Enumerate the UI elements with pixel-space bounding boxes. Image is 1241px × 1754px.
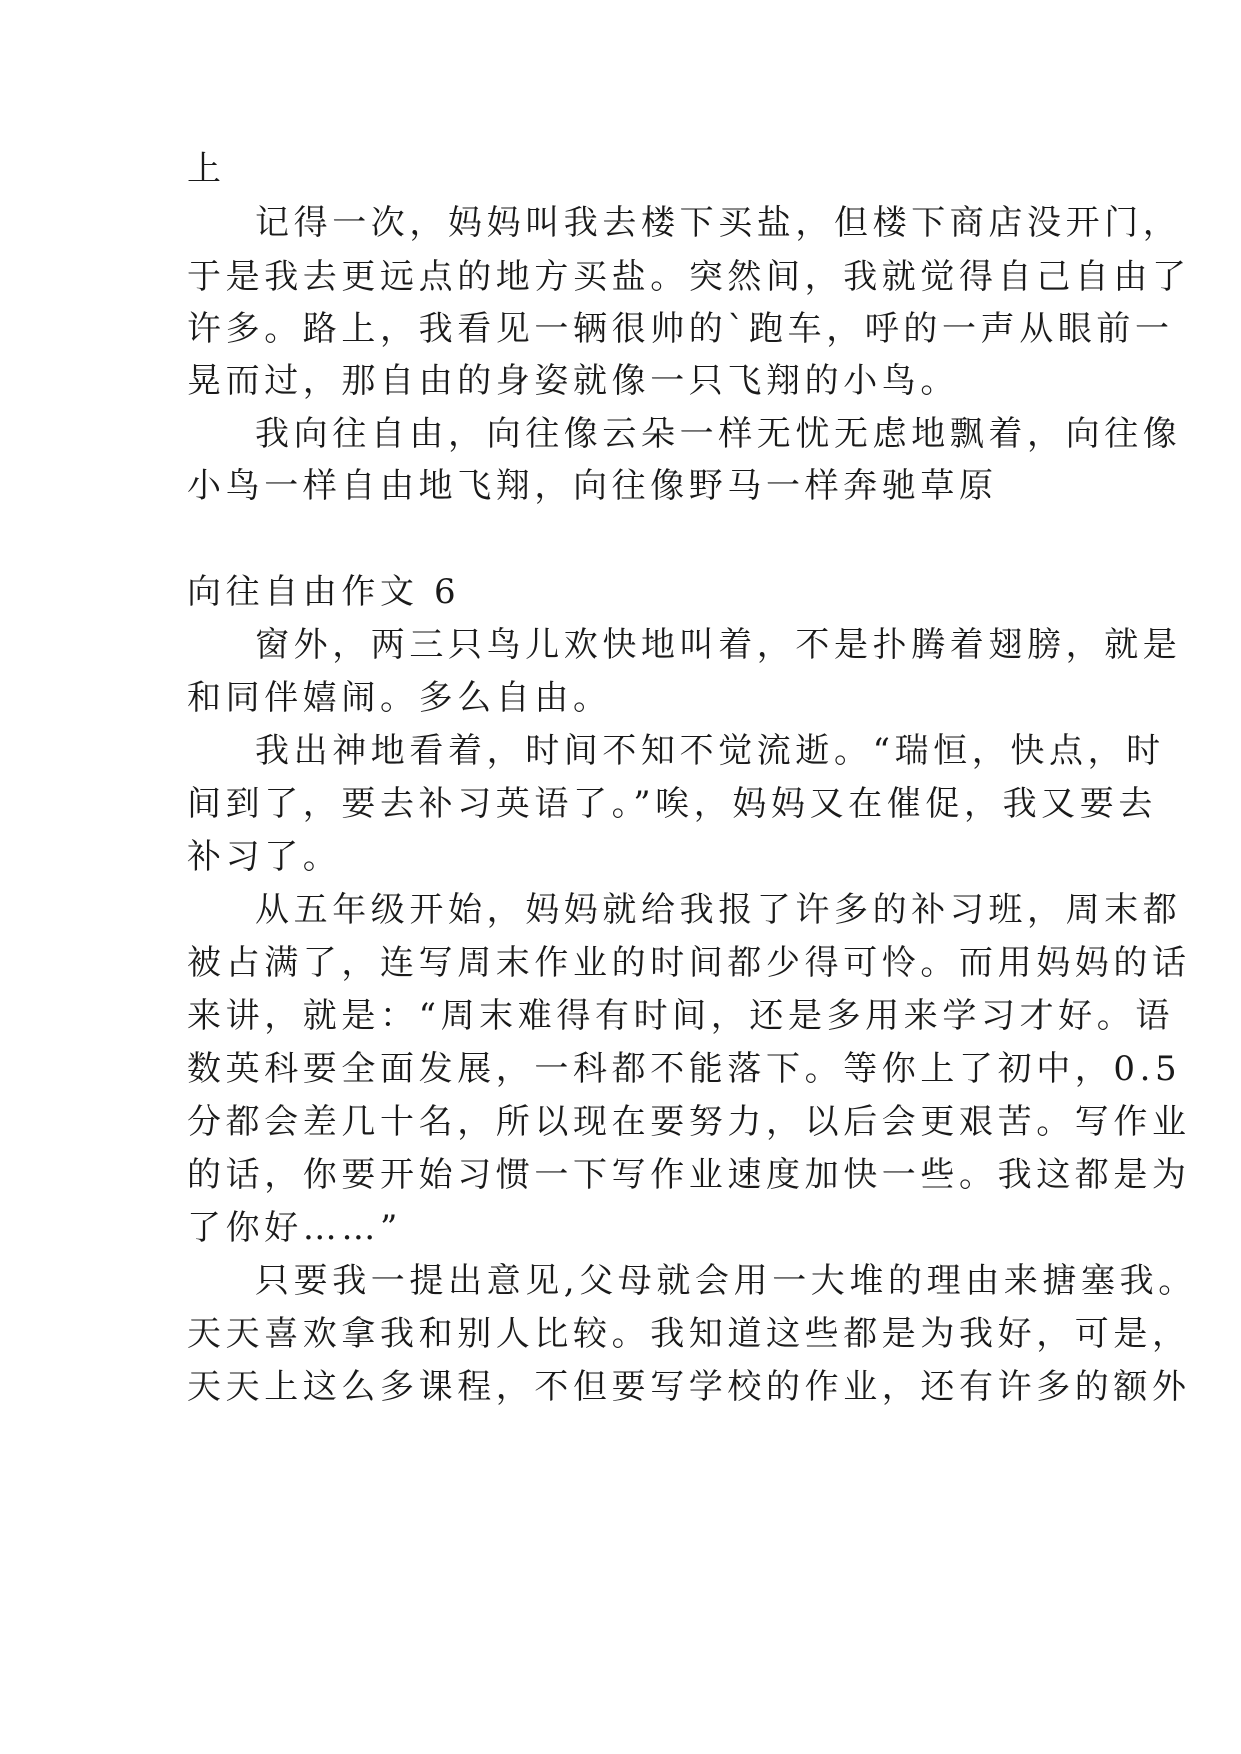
text-line: 了你好……” <box>187 1208 402 1248</box>
paragraph-first-line: 只要我一提出意见,父母就会用一大堆的理由来搪塞我。 <box>255 1261 1197 1301</box>
paragraph-first-line: 我向往自由，向往像云朵一样无忧无虑地飘着，向往像 <box>255 414 1182 454</box>
paragraph-first-line: 窗外，两三只鸟儿欢快地叫着，不是扑腾着翅膀，就是 <box>255 625 1182 665</box>
text-line: 来讲，就是：“周末难得有时间，还是多用来学习才好。语 <box>187 996 1174 1036</box>
text-line: 的话，你要开始习惯一下写作业速度加快一些。我这都是为 <box>187 1155 1191 1195</box>
text-line: 天天喜欢拿我和别人比较。我知道这些都是为我好，可是， <box>187 1314 1191 1354</box>
text-line: 晃而过，那自由的身姿就像一只飞翔的小鸟。 <box>187 361 959 401</box>
section-heading: 向往自由作文 6 <box>187 572 461 612</box>
text-line: 于是我去更远点的地方买盐。突然间，我就觉得自己自由了 <box>187 257 1191 297</box>
text-line: 上 <box>187 149 226 189</box>
text-line: 天天上这么多课程，不但要写学校的作业，还有许多的额外 <box>187 1367 1191 1407</box>
text-line: 间到了，要去补习英语了。”唉，妈妈又在催促，我又要去 <box>187 784 1157 824</box>
paragraph-first-line: 我出神地看着，时间不知不觉流逝。“瑞恒，快点，时 <box>255 731 1165 771</box>
text-line: 分都会差几十名，所以现在要努力，以后会更艰苦。写作业 <box>187 1102 1191 1142</box>
text-line: 和同伴嬉闹。多么自由。 <box>187 678 612 718</box>
text-line: 数英科要全面发展，一科都不能落下。等你上了初中，0.5 <box>187 1049 1182 1089</box>
paragraph-first-line: 从五年级开始，妈妈就给我报了许多的补习班，周末都 <box>255 890 1182 930</box>
text-line: 许多。路上，我看见一辆很帅的`跑车，呼的一声从眼前一 <box>187 309 1174 349</box>
text-line: 小鸟一样自由地飞翔，向往像野马一样奔驰草原 <box>187 466 998 506</box>
text-line: 被占满了，连写周末作业的时间都少得可怜。而用妈妈的话 <box>187 943 1191 983</box>
paragraph-first-line: 记得一次，妈妈叫我去楼下买盐，但楼下商店没开门， <box>255 203 1182 243</box>
text-line: 补习了。 <box>187 837 342 877</box>
